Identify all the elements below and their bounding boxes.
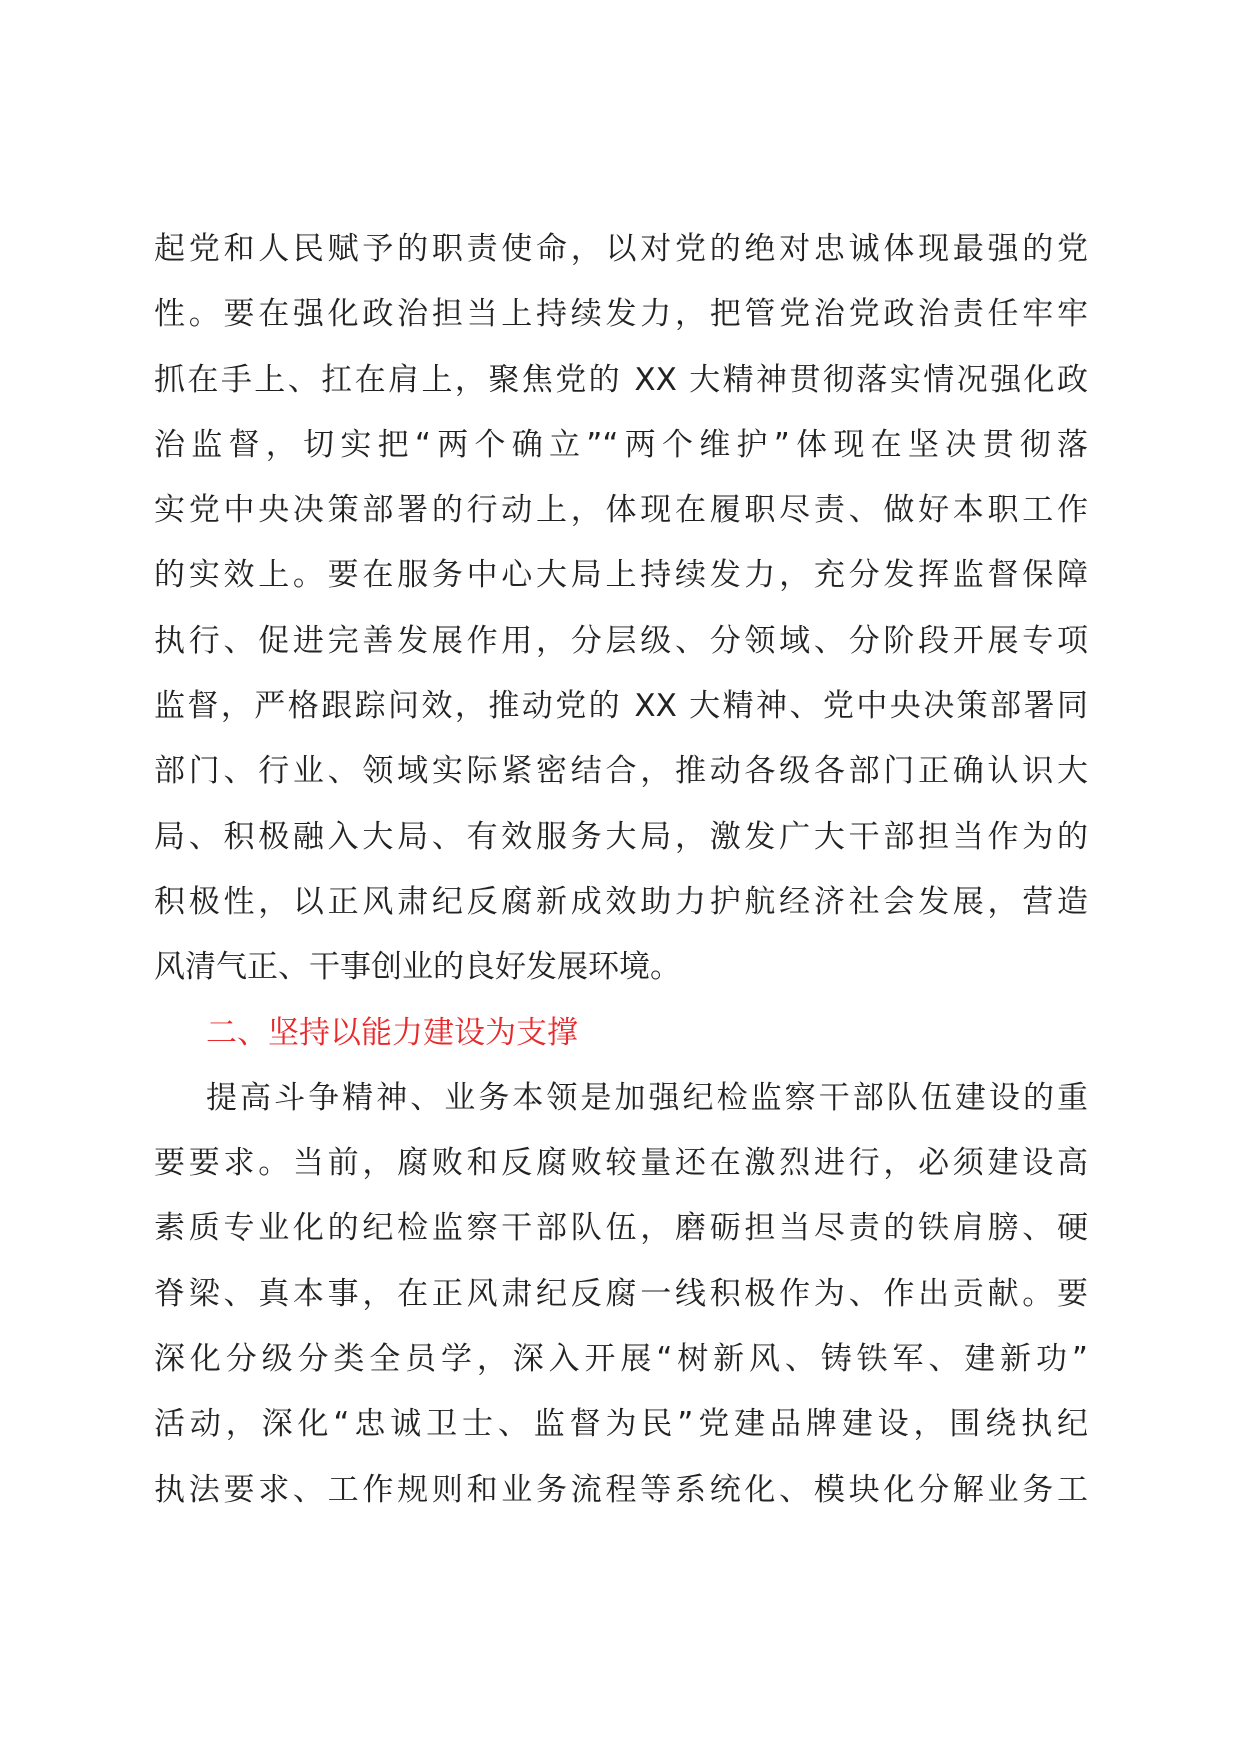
paragraph-line: 实党中央决策部署的行动上，体现在履职尽责、做好本职工作 — [154, 492, 1088, 529]
paragraph-line: 治监督，切实把“两个确立”“两个维护”体现在坚决贯彻落 — [154, 426, 1088, 463]
section-heading-2: 二、坚持以能力建设为支撑 — [206, 1014, 578, 1051]
paragraph-line: 监督，严格跟踪问效，推动党的 XX 大精神、党中央决策部署同 — [154, 688, 1088, 725]
paragraph-line: 素质专业化的纪检监察干部队伍，磨砺担当尽责的铁肩膀、硬 — [154, 1210, 1088, 1247]
paragraph-line: 执法要求、工作规则和业务流程等系统化、模块化分解业务工 — [154, 1471, 1088, 1508]
paragraph-line: 积极性，以正风肃纪反腐新成效助力护航经济社会发展，营造 — [154, 883, 1088, 920]
paragraph-line: 深化分级分类全员学，深入开展“树新风、铸铁军、建新功” — [154, 1341, 1088, 1378]
paragraph-line: 执行、促进完善发展作用，分层级、分领域、分阶段开展专项 — [154, 622, 1088, 659]
paragraph-line: 抓在手上、扛在肩上，聚焦党的 XX 大精神贯彻落实情况强化政 — [154, 361, 1088, 398]
paragraph-1 — [154, 217, 1088, 1001]
document-body — [154, 217, 1088, 1523]
paragraph-line: 起党和人民赋予的职责使命，以对党的绝对忠诚体现最强的党 — [154, 231, 1088, 267]
paragraph-2 — [154, 1066, 1088, 1523]
paragraph-line: 活动，深化“忠诚卫士、监督为民”党建品牌建设，围绕执纪 — [154, 1406, 1088, 1443]
paragraph-line: 性。要在强化政治担当上持续发力，把管党治党政治责任牢牢 — [154, 296, 1088, 333]
paragraph-line: 要要求。当前，腐败和反腐败较量还在激烈进行，必须建设高 — [154, 1145, 1088, 1182]
paragraph-line: 部门、行业、领域实际紧密结合，推动各级各部门正确认识大 — [154, 753, 1088, 790]
paragraph-line: 风清气正、干事创业的良好发展环境。 — [154, 949, 681, 986]
paragraph-line: 脊梁、真本事，在正风肃纪反腐一线积极作为、作出贡献。要 — [154, 1275, 1088, 1312]
paragraph-line: 提高斗争精神、业务本领是加强纪检监察干部队伍建设的重 — [206, 1079, 1088, 1116]
paragraph-line: 的实效上。要在服务中心大局上持续发力，充分发挥监督保障 — [154, 557, 1088, 594]
paragraph-line: 局、积极融入大局、有效服务大局，激发广大干部担当作为的 — [154, 818, 1088, 855]
